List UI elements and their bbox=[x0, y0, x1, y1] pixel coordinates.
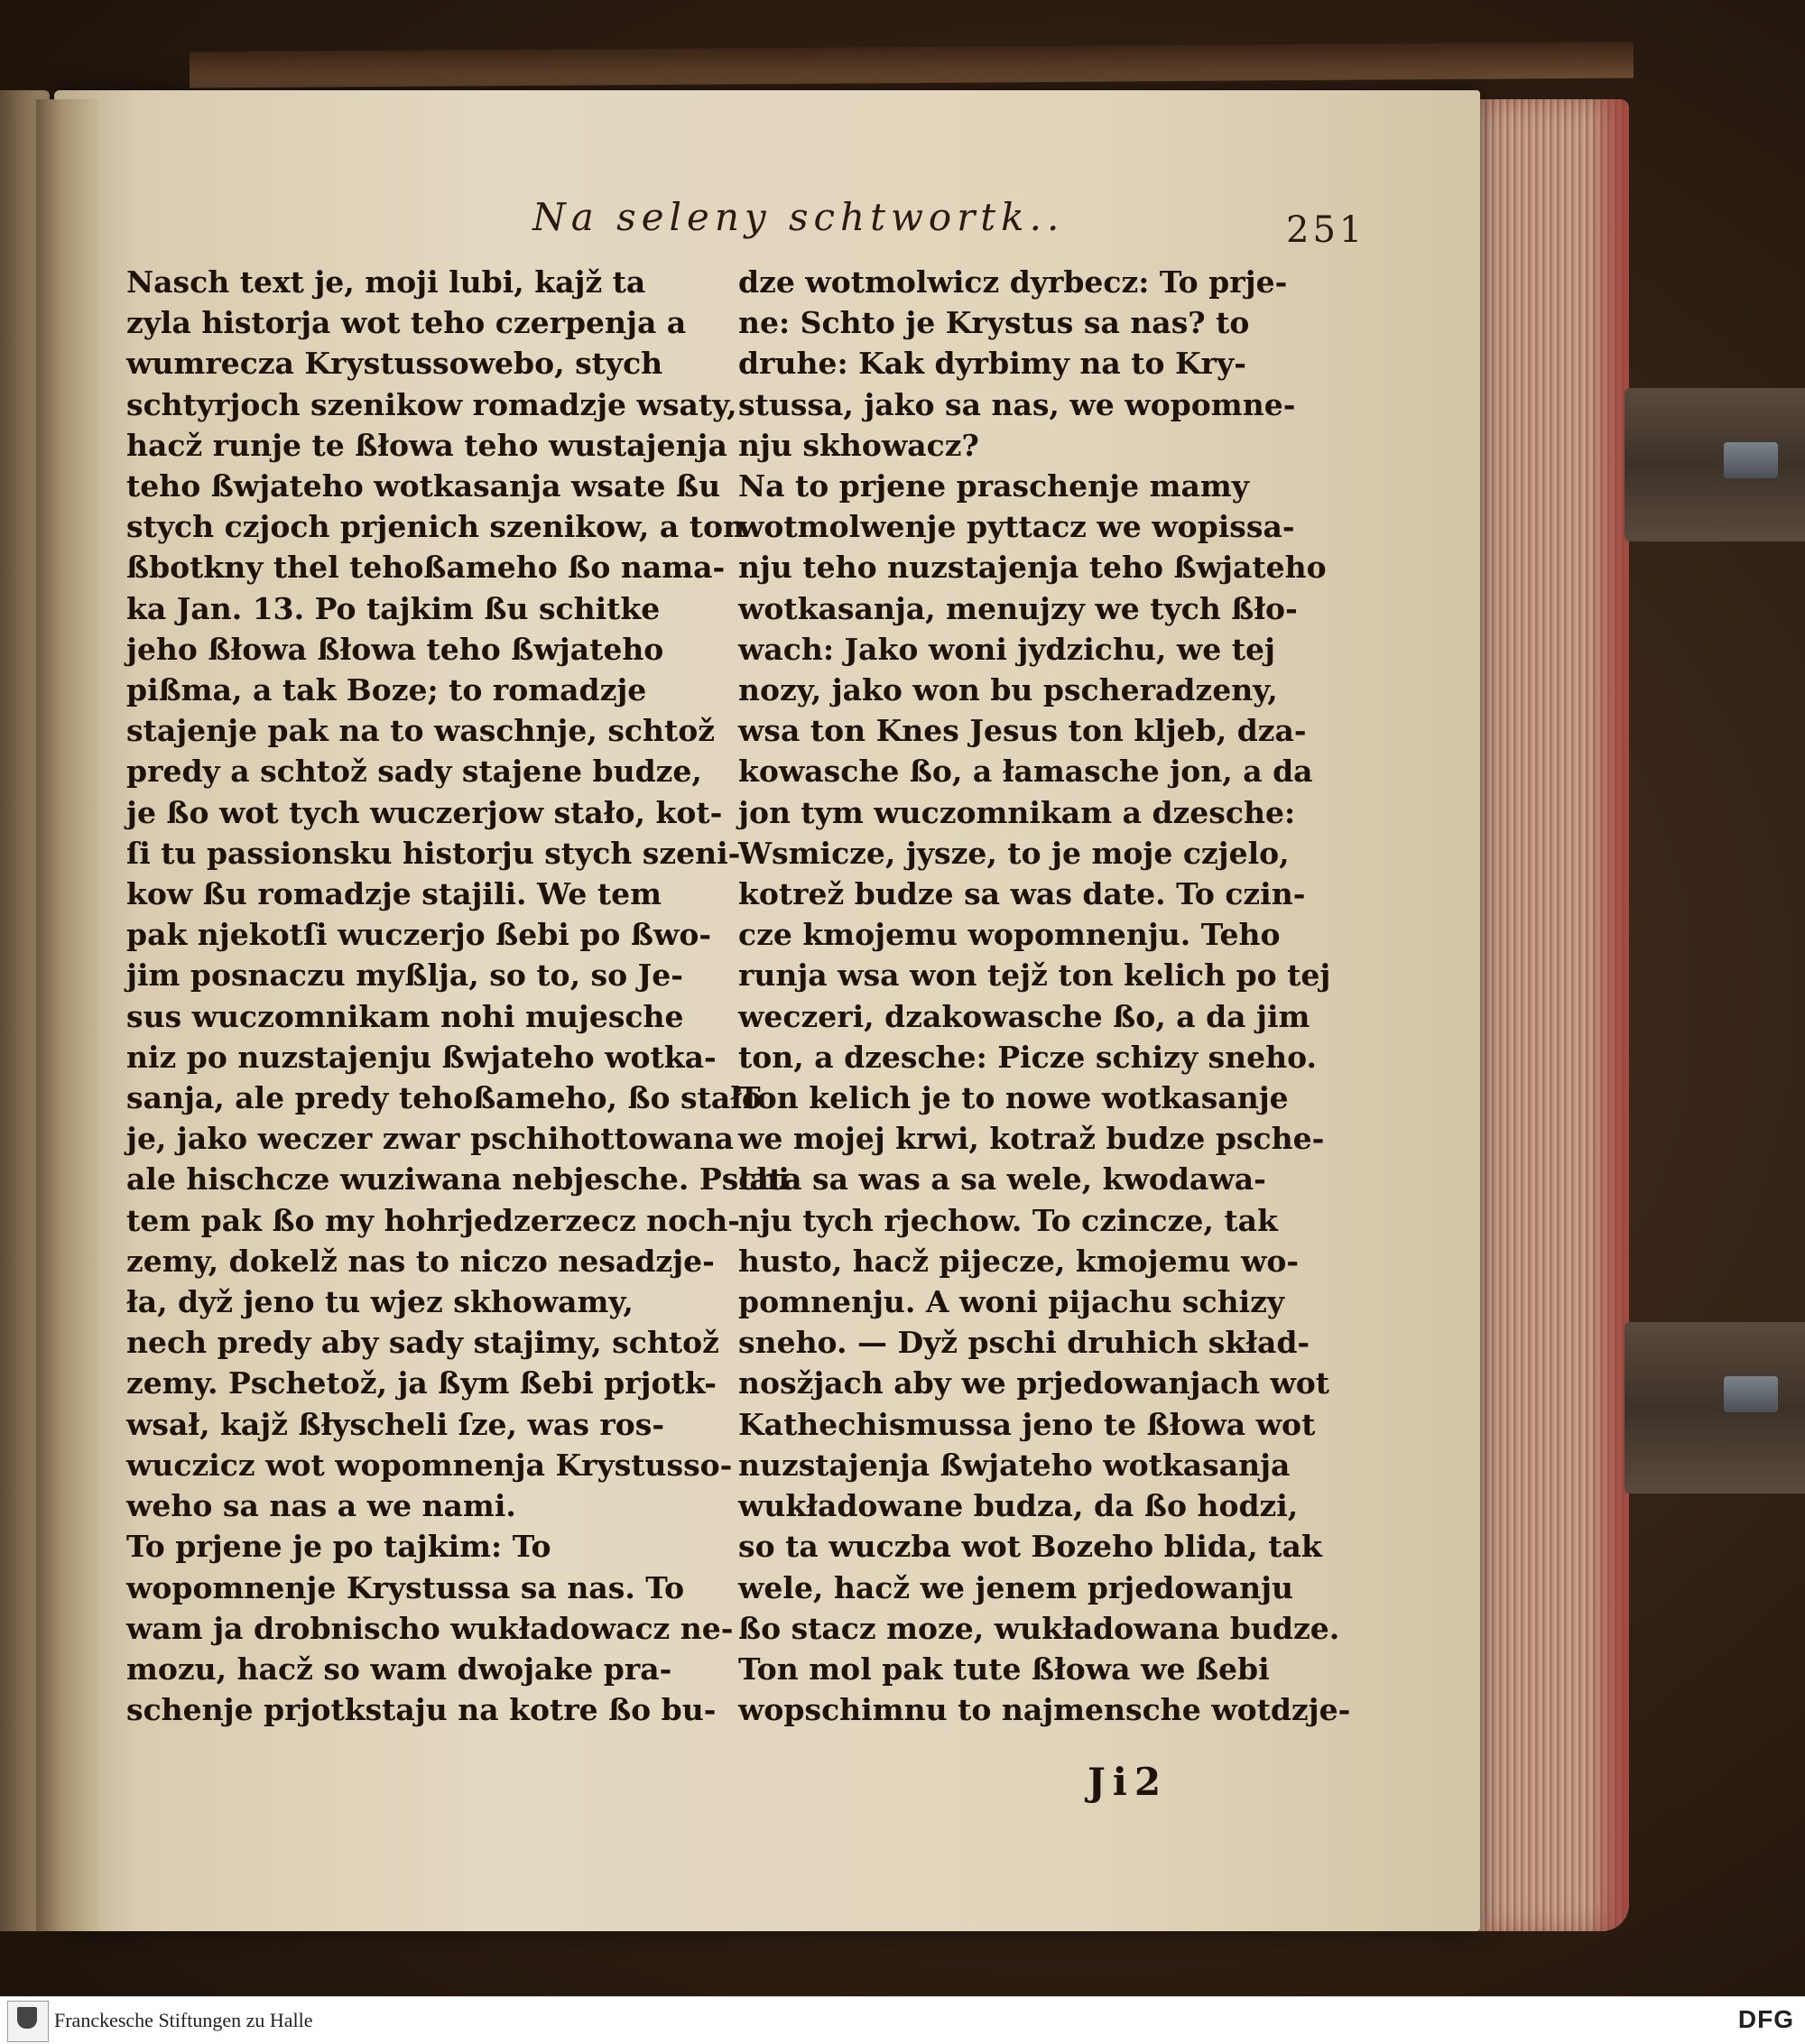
book-cover-edge bbox=[190, 42, 1634, 88]
text-line: pak njekotſi wuczerjo ßebi po ßwo- bbox=[126, 917, 712, 953]
text-line: ſi tu passionsku historju stych szeni- bbox=[126, 835, 741, 871]
signature-mark: Ji2 bbox=[1088, 1760, 1169, 1804]
funder-logo: DFG bbox=[1737, 2005, 1794, 2033]
book-clasp-top bbox=[1624, 388, 1805, 541]
text-line: wsa ton Knes Jesus ton kljeb, dza- bbox=[738, 713, 1307, 749]
text-line: stussa, jako sa nas, we wopomne- bbox=[738, 386, 1296, 422]
clasp-plate bbox=[1724, 442, 1778, 478]
text-line: wukładowane budza, da ßo hodzi, bbox=[738, 1488, 1299, 1524]
text-line: nozy, jako won bu pscheradzeny, bbox=[738, 672, 1278, 708]
text-line: predy a schtož sady stajene budze, bbox=[126, 754, 702, 790]
text-line: jim posnaczu myßlja, so to, so Je- bbox=[126, 957, 683, 994]
text-line: nech predy aby sady stajimy, schtož bbox=[126, 1325, 719, 1361]
text-line: Wsmicze, jysze, to je moje czjelo, bbox=[738, 835, 1290, 871]
text-line: je, jako weczer zwar pschihottowana bbox=[126, 1121, 735, 1157]
text-line: nosžjach aby we prjedowanjach wot bbox=[738, 1365, 1330, 1401]
text-line: wopomnenje Krystussa sa nas. To bbox=[126, 1569, 685, 1605]
text-line: kow ßu romadzje stajili. We tem bbox=[126, 876, 662, 912]
text-line: wopschimnu to najmensche wotdzje- bbox=[738, 1692, 1351, 1728]
text-line: pißma, a tak Boze; to romadzje bbox=[126, 672, 647, 708]
text-line: lata sa was a sa wele, kwodawa- bbox=[738, 1161, 1266, 1198]
text-line: jon tym wuczomnikam a dzesche: bbox=[738, 794, 1296, 830]
text-line: jeho ßłowa ßłowa teho ßwjateho bbox=[126, 631, 664, 667]
text-line: ton, a dzesche: Picze schizy sneho. bbox=[738, 1039, 1317, 1075]
text-line: wach: Jako woni jydzichu, we tej bbox=[738, 631, 1275, 667]
text-line: nju skhowacz? bbox=[738, 427, 979, 463]
text-line: kotrež budze sa was date. To czin- bbox=[738, 876, 1306, 912]
text-line: hacž runje te ßłowa teho wustajenja bbox=[126, 427, 727, 463]
text-line: stych czjoch prjenich szenikow, a ton bbox=[126, 509, 745, 545]
text-line: To prjene je po tajkim: To bbox=[126, 1529, 551, 1565]
text-line: tem pak ßo my hohrjedzerzecz noch- bbox=[126, 1202, 740, 1238]
text-line: husto, hacž pijecze, kmojemu wo- bbox=[738, 1243, 1300, 1279]
text-line: wotmolwenje pyttacz we wopissa- bbox=[738, 509, 1295, 545]
text-line: Ton mol pak tute ßłowa we ßebi bbox=[738, 1651, 1270, 1687]
book-clasp-bottom bbox=[1624, 1322, 1805, 1494]
text-line: teho ßwjateho wotkasanja wsate ßu bbox=[126, 468, 721, 504]
text-line: sus wuczomnikam nohi mujesche bbox=[126, 998, 684, 1034]
institution-name[interactable]: Franckesche Stiftungen zu Halle bbox=[54, 2009, 313, 2031]
text-line: Na to prjene praschenje mamy bbox=[738, 468, 1249, 504]
viewer-footer bbox=[0, 1996, 1805, 2044]
page-number: 251 bbox=[1286, 209, 1366, 251]
text-line: runja wsa won tejž ton kelich po tej bbox=[738, 957, 1331, 994]
text-line: ßbotkny thel tehoßameho ßo nama- bbox=[126, 550, 726, 586]
text-line: we mojej krwi, kotraž budze psche- bbox=[738, 1121, 1325, 1157]
text-line: weho sa nas a we nami. bbox=[126, 1488, 516, 1524]
text-line: nju tych rjechow. To czincze, tak bbox=[738, 1202, 1278, 1238]
text-line: nju teho nuzstajenja teho ßwjateho bbox=[738, 550, 1327, 586]
clasp-plate bbox=[1724, 1376, 1778, 1412]
running-header: Na seleny schtwortk.. bbox=[532, 195, 1065, 239]
text-line: Ton kelich je to nowe wotkasanje bbox=[738, 1080, 1289, 1116]
text-line: wam ja drobnischo wukładowacz ne- bbox=[126, 1610, 734, 1646]
text-line: wuczicz wot wopomnenja Krystusso- bbox=[126, 1447, 733, 1483]
text-line: pomnenju. A woni pijachu schizy bbox=[738, 1284, 1285, 1320]
text-line: druhe: Kak dyrbimy na to Kry- bbox=[738, 346, 1246, 382]
text-line: wele, hacž we jenem prjedowanju bbox=[738, 1569, 1294, 1605]
text-line: ka Jan. 13. Po tajkim ßu schitke bbox=[126, 590, 661, 626]
text-line: stajenje pak na to waschnje, schtož bbox=[126, 713, 715, 749]
text-line: ßo stacz moze, wukładowana budze. bbox=[738, 1610, 1340, 1646]
text-line: ne: Schto je Krystus sa nas? to bbox=[738, 305, 1250, 341]
text-line: wsał, kajž ßłyscheli ſze, was ros- bbox=[126, 1406, 665, 1442]
institution-logo-icon bbox=[7, 2001, 49, 2042]
text-line: wumrecza Krystussowebo, stych bbox=[126, 346, 663, 382]
text-line: je ßo wot tych wuczerjow stało, kot- bbox=[126, 794, 723, 830]
text-line: Kathechismussa jeno te ßłowa wot bbox=[738, 1406, 1316, 1442]
text-line: niz po nuzstajenju ßwjateho wotka- bbox=[126, 1039, 717, 1075]
right-text-column bbox=[738, 262, 1351, 1730]
text-line: zyla historja wot teho czerpenja a bbox=[126, 305, 687, 341]
text-line: sneho. — Dyž pschi druhich skład- bbox=[738, 1325, 1310, 1361]
text-line: kowasche ßo, a łamasche jon, a da bbox=[738, 754, 1313, 790]
text-line: schtyrjoch szenikow romadzje wsaty, bbox=[126, 386, 737, 422]
text-line: ła, dyž jeno tu wjez skhowamy, bbox=[126, 1284, 634, 1320]
text-line: mozu, hacž so wam dwojake pra- bbox=[126, 1651, 672, 1687]
text-line: zemy. Pschetož, ja ßym ßebi prjotk- bbox=[126, 1365, 717, 1401]
page-gutter bbox=[36, 99, 99, 1931]
text-line: weczeri, dzakowasche ßo, a da jim bbox=[738, 998, 1310, 1034]
text-line: ale hischcze wuziwana nebjesche. Pschi bbox=[126, 1161, 790, 1198]
text-line: cze kmojemu wopomnenju. Teho bbox=[738, 917, 1281, 953]
left-text-column bbox=[126, 262, 790, 1730]
text-line: nuzstajenja ßwjateho wotkasanja bbox=[738, 1447, 1291, 1483]
text-line: sanja, ale predy tehoßameho, ßo stało bbox=[126, 1080, 762, 1116]
text-line: zemy, dokelž nas to niczo nesadzje- bbox=[126, 1243, 715, 1279]
text-line: Nasch text je, moji lubi, kajž ta bbox=[126, 264, 646, 300]
page-fore-edge bbox=[1467, 99, 1629, 1931]
text-line: schenje prjotkstaju na kotre ßo bu- bbox=[126, 1692, 717, 1728]
text-line: wotkasanja, menujzy we tych ßło- bbox=[738, 590, 1298, 626]
text-line: so ta wuczba wot Bozeho blida, tak bbox=[738, 1529, 1322, 1565]
text-line: dze wotmolwicz dyrbecz: To prje- bbox=[738, 264, 1288, 300]
